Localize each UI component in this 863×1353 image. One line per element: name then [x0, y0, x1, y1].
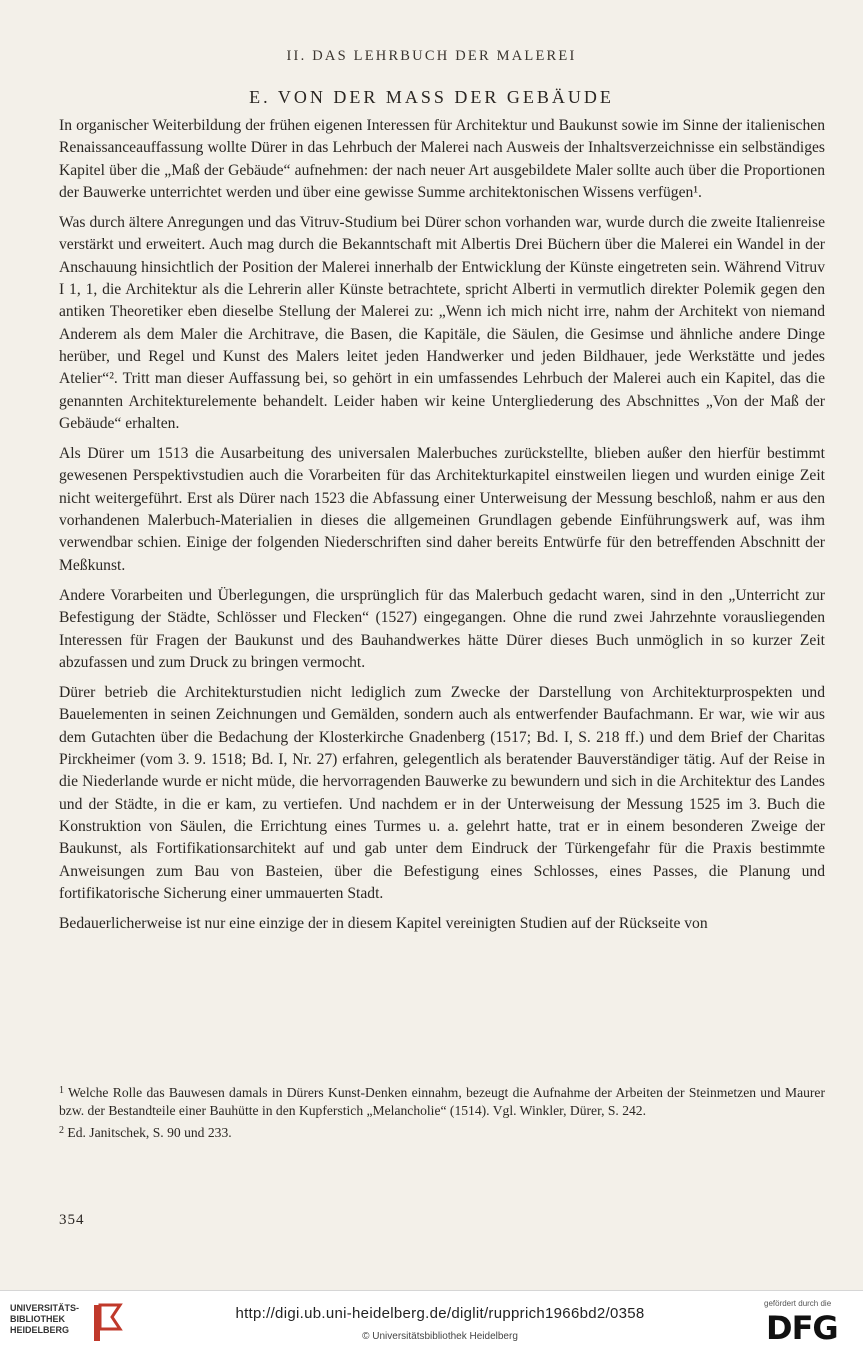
- footnote-mark: 1: [59, 1085, 64, 1096]
- dfg-logo[interactable]: DFG: [766, 1309, 838, 1347]
- paragraph: Als Dürer um 1513 die Ausarbeitung des universalen Malerbuches zurückstellte, blieben außer den hierfür bestimmt gewesenen Perspektivstudien auch die Vorarbeiten für das Architekturkapitel einstweilen liegen und wurden einige Zeit nicht weitergeführt. Erst als Dürer nach 1523 die Abfassung einer Unterweisung der Messung beschloß, nahm er aus den vorhandenen Malerbuch-Materialien in dieses die allgemeinen Grundlagen gebende Einführungswerk auf, was ihm verwendbar schien. Einige der folgenden Niederschriften sind daher bereits Entwürfe für den betreffenden Abschnitt der Meßkunst.: [59, 445, 825, 574]
- viewer-footer: [0, 1290, 863, 1353]
- footnotes: [59, 1082, 825, 1145]
- footnote-text: Ed. Janitschek, S. 90 und 233.: [67, 1125, 232, 1140]
- page-number: 354: [59, 1212, 85, 1228]
- funding-note: gefördert durch die: [764, 1299, 832, 1308]
- paragraph: In organischer Weiterbildung der frühen eigenen Interessen für Architektur und Baukunst sowie im Sinne der italienischen Renaissanceauffassung wollte Dürer in das Lehrbuch der Malerei nach Ausweis der Inhaltsverzeichnisse ein selbständiges Kapitel über die „Maß der Gebäude“ aufnehmen: der nach neuer Art ausgebildete Maler sollte auch über die Proportionen der Bauwerke unterrichtet werden und über eine gewisse Summe architektonischen Wissens verfügen¹.: [59, 117, 825, 201]
- paragraph: Was durch ältere Anregungen und das Vitruv-Studium bei Dürer schon vorhanden war, wurde durch die zweite Italienreise verstärkt und erweitert. Auch mag durch die Bekanntschaft mit Albertis Drei Büchern über die Malerei ein Wandel in der Anschauung hinsichtlich der Position der Malerei innerhalb der Entwicklung der Künste eingetreten sein. Während Vitruv I 1, 1, die Architektur als die Lehrerin aller Künste betrachtete, spricht Alberti in vermutlich direkter Polemik gegen den antiken Theoretiker eben dieselbe Stellung der Malerei zu: „Wenn ich mich nicht irre, nahm der Architekt von niemand Anderem als dem Maler die Architrave, die Basen, die Kapitäle, die Säulen, die Gesimse und ähnliche andere Dinge herüber, und Regel und Kunst des Malers leitet jeden Handwerker und jeden Bildhauer, jede Werkstätte und jedes Atelier“². Tritt man dieser Auffassung bei, so gehört in ein umfassendes Lehrbuch der Malerei auch ein Kapitel, das die genannten Architekturelemente behandelt. Leider haben wir keine Untergliederung des Abschnittes „Von der Maß der Gebäude“ erhalten.: [59, 214, 825, 432]
- chapter-title: E. VON DER MASS DER GEBÄUDE: [249, 87, 614, 107]
- paragraph: Bedauerlicherweise ist nur eine einzige der in diesem Kapitel vereinigten Studien auf der Rückseite von: [59, 915, 708, 933]
- footnote-mark: 2: [59, 1125, 64, 1136]
- body-text: [59, 115, 825, 943]
- library-emblem-icon: [90, 1303, 124, 1348]
- paragraph: Dürer betrieb die Architekturstudien nicht lediglich zum Zwecke der Darstellung von Architekturprospekten und Bauelementen in seinen Zeichnungen und Gemälden, sondern auch als entwerfender Baufachmann. Er war, wie wir aus dem Gutachten über die Bedachung der Klosterkirche Gnadenberg (1517; Bd. I, S. 218 ff.) und dem Brief der Charitas Pirckheimer (vom 3. 9. 1518; Bd. I, Nr. 27) erfahren, gelegentlich als beratender Bauverständiger tätig. Auf der Reise in die Niederlande wurde er nicht müde, die hervorragenden Bauwerke zu bewundern und sich in die Architektur des Landes und der Städte, in die er kam, zu vertiefen. Und nachdem er in der Unterweisung der Messung 1525 im 3. Buch die Konstruktion von Säulen, die Errichtung eines Turmes u. a. gelehrt hatte, trat er in einem besonderen Zweige der Baukunst, als Fortifikationsarchitekt auf und gab unter dem Eindruck der Türkengefahr für die Praxis bestimmte Anweisungen zum Bau von Basteien, über die Befestigung eines Schlosses, eines Passes, die Planung und fortifikatorische Sicherung einer ummauerten Stadt.: [59, 684, 825, 902]
- footnote: [59, 1082, 825, 1119]
- running-head: II. DAS LEHRBUCH DER MALEREI: [286, 48, 577, 64]
- paragraph: Andere Vorarbeiten und Überlegungen, die ursprünglich für das Malerbuch gedacht waren, sind in den „Unterricht zur Befestigung der Städte, Schlösser und Flecken“ (1527) eingegangen. Ohne die rund zwei Jahrzehnte vorausliegenden Interessen für Fragen der Baukunst und des Bauhandwerkes hätte Dürer dieses Buch unmöglich in so kurzer Zeit abzufassen und zum Druck zu bringen vermocht.: [59, 586, 825, 671]
- copyright-notice: © Universitätsbibliothek Heidelberg: [362, 1331, 518, 1342]
- library-name: UNIVERSITÄTS- BIBLIOTHEK HEIDELBERG: [10, 1303, 80, 1335]
- permalink-url[interactable]: http://digi.ub.uni-heidelberg.de/diglit/rupprich1966bd2/0358: [235, 1305, 645, 1322]
- footnote-text: Welche Rolle das Bauwesen damals in Dürers Kunst-Denken einnahm, bezeugt die Aufnahme der Arbeiten der Steinmetzen und Maurer bzw. der Bestandteile einer Bauhütte in den Kupferstich „Melancholie“ (1514). Vgl. Winkler, Dürer, S. 242.: [59, 1085, 825, 1118]
- footnote: [59, 1122, 825, 1142]
